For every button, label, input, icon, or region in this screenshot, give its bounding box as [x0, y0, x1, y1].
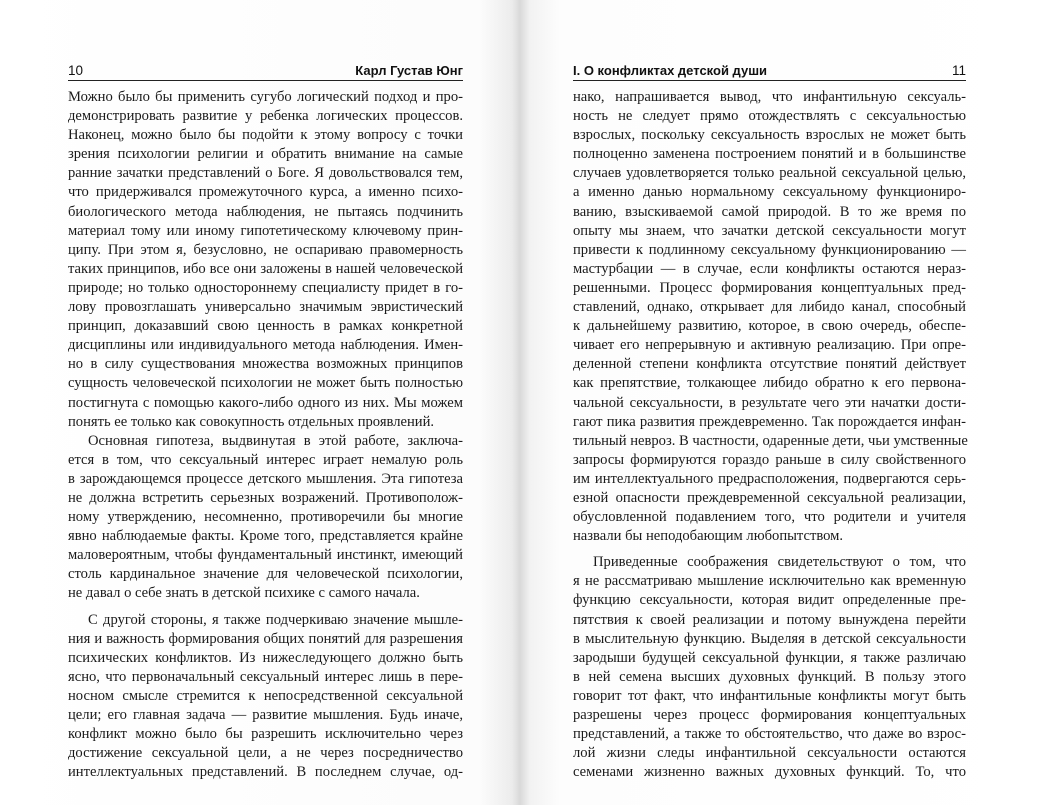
text-line: что придерживался промежуточного курса, а именно психо-	[68, 184, 463, 201]
text-line: цели; его главная задача — развитие мышления. Будь иначе,	[68, 707, 463, 723]
text-line: ципу. При этом я, безусловно, не оспариваю правомерность	[68, 241, 463, 258]
text-line: говорит тот факт, что инфантильные конфликты могут быть	[573, 687, 966, 704]
text-line: обусловленной подавлением того, что родители и учителя	[573, 509, 966, 526]
right-body-text	[573, 88, 966, 782]
text-line: материал тому или иному гипотетическому ключевому прин-	[68, 222, 463, 239]
text-line: явно наблюдаемые факты. Кроме того, представляется крайне	[68, 528, 463, 545]
text-line: назвали бы неподобающим любопытством.	[573, 528, 844, 545]
text-line: ясно, что первоначальный сексуальный интерес лишь в пере-	[68, 668, 463, 685]
text-line: понять ее только как совокупность отдельных проявлений.	[68, 413, 435, 430]
text-line: запросы формируются гораздо раньше в силу свойственного	[573, 451, 966, 468]
left-page-header	[68, 63, 463, 81]
right-page	[520, 0, 1043, 805]
text-line: носном смысле стремится к непосредственной сексуальной	[68, 687, 463, 704]
text-line: деленной степени конфликта отсутствие понятий действует	[573, 356, 966, 373]
text-line: взрослых, поскольку сексуальность взрослых не может быть	[573, 127, 966, 144]
text-line: не давал о себе знать в детской психике с самого начала.	[68, 585, 420, 602]
text-line: природе; но только одностороннему специалисту придет в го-	[68, 279, 463, 296]
text-line: к дальнейшему развитию, которое, в свою очередь, обеспе-	[573, 318, 966, 335]
text-line: ность не следует прямо отождествлять с сексуальностью	[573, 108, 966, 125]
text-line: ставлений, однако, открывает для либидо канал, способный	[573, 299, 966, 316]
text-line: случаев удовлетворяется только реальной сексуальной целью,	[573, 165, 966, 182]
text-line: езной опасности преждевременной сексуальной реализации,	[573, 489, 966, 506]
text-line: ному утверждению, несомненно, противоречили бы многие	[68, 509, 463, 526]
paragraph-first-line: Основная гипотеза, выдвинутая в этой работе, заключа-	[88, 432, 463, 449]
text-line: лову провозглашать универсально значимым эвристический	[68, 299, 463, 316]
text-line: но в силу существования множества возможных принципов	[68, 356, 463, 373]
text-line: мастурбации — в случае, если конфликты остаются нераз-	[573, 260, 966, 277]
left-page-number: 10	[68, 63, 84, 78]
text-line: полноценно заменена построением понятий и в большинстве	[573, 146, 966, 163]
text-line: гают пика развития преждевременно. Так порождается инфан-	[573, 413, 966, 430]
text-line: конфликт можно было бы разрешить исключительно через	[68, 726, 463, 743]
text-line: достижение сексуальной цели, а не через посредничество	[68, 745, 463, 762]
text-line: ванию, взыскиваемой самой природой. В то же время по	[573, 203, 966, 220]
right-page-number: 11	[951, 63, 966, 78]
text-line: ния и важность формирования общих понятий для разрешения	[68, 630, 463, 647]
text-line: зрения психологии религии и обратить внимание на самые	[68, 146, 463, 163]
text-line: как препятствие, толкающее либидо обратно к его первона-	[573, 375, 966, 392]
text-line: постигнута с помощью какого-либо одного из них. Мы можем	[68, 394, 463, 411]
left-header-rule	[68, 80, 463, 81]
text-line: представлений, а также то обстоятельство, что даже во взрос-	[573, 726, 966, 743]
paragraph-first-line: Приведенные соображения свидетельствуют о том, что	[593, 554, 966, 571]
text-line: пятствия к своей реализации и потому вынуждена перейти	[573, 611, 966, 628]
text-line: психических конфликтов. Из нижеследующего должно быть	[68, 649, 463, 666]
text-line: им интеллектуального предрасположения, подвергаются серь-	[573, 470, 966, 487]
text-line: интеллектуальных представлений. В последнем случае, од-	[68, 764, 463, 781]
text-line: привести к подлинному сексуальному функционированию —	[573, 241, 966, 258]
text-line: семенами жизненно важных духовных функций. То, что	[573, 764, 966, 781]
text-line: опыту мы знаем, что зачатки детской сексуальности могут	[573, 222, 966, 239]
text-line: разрешены через процесс формирования концептуальных	[573, 707, 966, 723]
text-line: я не рассматриваю мышление исключительно как временную	[573, 573, 966, 590]
right-running-head: I. О конфликтах детской души	[573, 63, 768, 78]
text-line: принцип, доказавший свою ценность в рамках конкретной	[68, 318, 463, 335]
text-line: в зарождающемся процессе детского мышления. Эта гипотеза	[68, 470, 463, 487]
paragraph-first-line: С другой стороны, я также подчеркиваю значение мышле-	[88, 611, 463, 628]
text-line: чальной сексуальности, в результате чего эти начатки дости-	[573, 394, 966, 411]
text-line: Можно было бы применить сугубо логический подход и про-	[68, 89, 463, 105]
text-line: таких принципов, ибо все они заложены в нашей человеческой	[68, 260, 463, 277]
text-line: а именно данью нормальному сексуальному функциониро-	[573, 184, 966, 201]
text-line: не должна встретить серьезных возражений. Противополож-	[68, 489, 463, 506]
right-header-rule	[573, 80, 966, 81]
text-line: решенными. Процесс формирования концептуальных пред-	[573, 279, 966, 296]
text-line: дисциплины или индивидуального метода наблюдения. Имен-	[68, 337, 463, 354]
right-page-header	[573, 63, 966, 81]
text-line: чивает его непрерывную и активную реализацию. При опре-	[573, 337, 966, 354]
text-line: лой жизни следы инфантильной сексуальности остаются	[573, 745, 966, 762]
text-line: маловероятным, чтобы фундаментальный инстинкт, имеющий	[68, 547, 463, 564]
left-page	[0, 0, 520, 805]
text-line: демонстрировать развитие у ребенка логических процессов.	[68, 108, 463, 125]
text-line: Наконец, можно было бы подойти к этому вопросу с точки	[68, 127, 463, 144]
text-line: ется в том, что сексуальный интерес играет немалую роль	[68, 451, 463, 468]
text-line: нако, напрашивается вывод, что инфантильную сексуаль-	[573, 89, 966, 105]
text-line: биологического метода наблюдения, не пытаясь подчинить	[68, 203, 463, 220]
text-line: зародыши будущей сексуальной функции, я также различаю	[573, 649, 966, 666]
left-body-text	[68, 88, 463, 782]
text-line: ранние зачатки представлений о Боге. Я довольствовался тем,	[68, 165, 463, 182]
left-running-head: Карл Густав Юнг	[355, 63, 463, 78]
text-line: в мыслительную функцию. Выделяя в детской сексуальности	[573, 630, 966, 647]
text-line: столь кардинальное значение для человеческой психологии,	[68, 566, 463, 583]
text-line: функцию сексуальности, которая видит определенные пре-	[573, 592, 966, 609]
text-line: тильный невроз. В частности, одаренные дети, чьи умственные	[573, 432, 968, 449]
text-line: в ней семена высших духовных функций. В пользу этого	[573, 668, 966, 685]
text-line: сущность человеческой психологии не может быть полностью	[68, 375, 463, 392]
